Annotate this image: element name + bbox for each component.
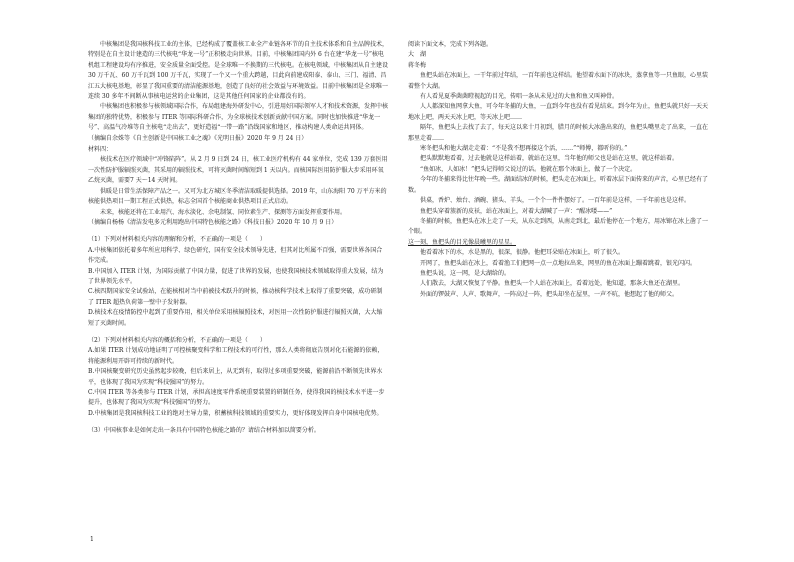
material-paragraph: 核技术在医疗领域中“冲锋陷阵”。从 2 月 9 日到 24 日，核工业医疗机构有 44 家单位，完成 139 万套医用一次性防护服辐照灭菌，其采用的辐照技术，可将灭菌时间缩短到 1 天以内。而核国际医用防护服大步采用环氧乙烷灭菌，需要7 天～14 天时间。 bbox=[88, 156, 388, 185]
story-paragraph: 开网了，鱼把头站在冰上，看着渔工们把网一点一点地拉出来，网里的鱼在冰面上蹦着跳着，银光闪闪。 bbox=[420, 259, 697, 267]
story-paragraph: 鱼把头站在冰面上，一干年前过年结，一百年前也这样结。他望着水面下的冰块，蒸拿鱼等一只鱼眼，心里装着整个大湖。 bbox=[408, 72, 709, 90]
story-paragraph: 冬捕的时候，鱼把头在冰上走了一天，从东走到西，从南走到北，最后他停在一个地方，用冰镩在冰上凿了一个眼。 bbox=[408, 217, 709, 236]
question-stem: （3）中国核事业是如何走出一条具有中国特色核能之路的？请结合材料加以简要分析。 bbox=[88, 427, 320, 435]
story-paragraph: 鱼把头穿着簇新的皮袄，站在冰面上，对着大湖喊了一声：“醒冰喽——” bbox=[420, 207, 613, 215]
material-paragraph: 中核集团也积极参与核领域国际合作，布局组建海外研发中心，引进用好国际领军人才和技术资源，发挥中核集团的独特优势，积极参与 ITER 等国际科研合作，为全球核技术创新贡献中国方案。同时也加快推进“华龙一号”、高温气冷堆等自主核电“走出去”，更好造福“一带一路”沿线国家和地区，推动构建人类命运共同体。 bbox=[88, 103, 389, 132]
question-option: C.中国 ITER 等各类参与 ITER 计划，承担高速度零件系统重要装置的研制任务，使得我国的核技术水平进一步提升，也体现了我国为实现“科技强国”的努力。 bbox=[88, 389, 385, 407]
question-stem: （2）下列对材料相关内容的概括和分析，不正确的一项是（ ） bbox=[88, 336, 266, 344]
story-paragraph: 供桌，香炉、烛台、酒碗、猪头、羊头，一个个一件件摆好了。一百年前是这样，一千年前也是这样。 bbox=[420, 197, 691, 205]
story-paragraph: 有人看见夏季菌菌瞪视起的目光，传唱一条从未见过的大鱼和鱼又叫神骨。 bbox=[420, 93, 619, 101]
source-citation: （摘编自余姝等《自主创新是中国核工业之魂》《光明日报》2020 年 9 月 24 日） bbox=[88, 134, 308, 142]
material-paragraph: 供暖是日常生活保障产品之一。又可为北方城区冬季清洁取暖提供选择。2019 年，山东海阳 70 万平方米的核能供热项目一期工程正式供热，标志全国首个核能商业供热项目正式启动。 bbox=[88, 187, 387, 206]
question-option: D.核技术在疫情防控中起到了重要作用，相关单位采用核辐照技术，对医用一次性防护服进行辐照灭菌，大大缩短了灭菌时间。 bbox=[88, 309, 383, 327]
story-paragraph: 人人都深知鱼网拿大鱼，可今年冬捕的大鱼，一直到今年也没有看见结束。到今年为止，鱼把头就只好一天天地冰上吧，两天天冰上吧，等天冰上吧…… bbox=[408, 103, 709, 121]
question-option: C.核四期国家安全试验站，在能核相对当中前被技术跃升的时候，推动核科学技术上取得了重要突破，成功研制了 ITER 超热负荷第一壁中子发射器。 bbox=[88, 288, 383, 306]
right-column bbox=[408, 40, 708, 300]
question-option: A.中核集团依托着多年所应用科学、绿色研究，国有安全技术领导先进，但其对比所属不百强，需要世界各国合作完成。 bbox=[88, 246, 383, 265]
story-paragraph: 寒冬把头和他大湖走走着：“不是我不想再接这个活，……”“师傅，都听你的。” bbox=[420, 145, 628, 153]
source-citation: （摘编自杨杨《清洁发电多元利用跑出中国特色核能之路》《科技日报》2020 年 10 月 9 日） bbox=[88, 218, 338, 226]
story-paragraph: 把头默默地看着，过去他就是这样站着，就站在这里，当年他的师父也是站在这里，就这样站着。 bbox=[420, 155, 679, 163]
story-paragraph: 外面的锣鼓声、人声、歌舞声，一阵高过一阵，把头却坐在屋里，一声不吭，他想起了他的师父。 bbox=[420, 290, 679, 298]
question-option: D.中核集团是我国核科技工业的绝对主导力量，积蓄核科技领域的重要实力，更好体现发挥自身中国核电优势。 bbox=[88, 409, 383, 417]
material-heading: 材料四： bbox=[88, 146, 113, 154]
story-paragraph: 隔年，鱼把头上去找了去了，每天这以来十月初到，腊月的时候大冰凿出来的，鱼把头嘴里走了出来，一直在那里走着…… bbox=[408, 124, 709, 142]
question-stem: （1）下列对材料相关内容的理解和分析，不正确的一项是（ ） bbox=[88, 236, 266, 244]
story-paragraph: 人们散去，大湖又恢复了平静。鱼把头一个人站在冰面上，看着远处，他知道，那条大鱼还在湖里。 bbox=[420, 280, 685, 288]
story-paragraph: 他看着冰下的水，水是黑的，很深，很静。他把耳朵贴在冰面上，听了很久。 bbox=[420, 249, 625, 257]
underlined-sentence: 这一刻，鱼把头的目光像晨曦里的星星。 bbox=[408, 238, 517, 246]
story-paragraph: “鱼如冰，人如冰！”把头记得师父说过的话。他就在那个冰面上，做了一个决定。 bbox=[420, 165, 637, 173]
page-number: 1 bbox=[90, 536, 94, 543]
question-option: B.中国加入 ITER 计划，为国际贡献了中国力量，促进了世界的发展，也使我国核技术领域取得重大发展，结为了世界领先水平。 bbox=[88, 267, 384, 285]
material-paragraph: 未来，核能还将在工业用汽、海水淡化、余电制氢、同位素生产、探测等方面发挥重要作用。 bbox=[100, 208, 347, 216]
left-column bbox=[88, 40, 388, 437]
story-author: 蒋冬梅 bbox=[408, 61, 427, 69]
question-option: A.如果 ITER 计划成功地证明了可控核聚变科学和工程技术的可行性，那么人类将彻底告别对化石能源的依赖，将能源利用开辟可持续的新时代。 bbox=[88, 347, 384, 365]
story-paragraph: 今年的冬捕来得比往年晚一些。湖面结冰的时候，把头走在冰面上，听着冰层下面传来的声音，心里已经有了数。 bbox=[408, 176, 709, 194]
story-title: 大 湖 bbox=[408, 51, 427, 59]
question-option: B.中国核聚变研究历史虽然起步较晚，但后来居上，从无到有，取得过多项重要突破，能源前沿不断领先世界水平，也体现了我国为实现“科技强国”的努力。 bbox=[88, 368, 383, 386]
section-intro: 阅读下面文本，完成下列各题。 bbox=[408, 41, 493, 48]
story-paragraph: 鱼把头说，这一网，是大湖给的。 bbox=[420, 269, 511, 277]
material-paragraph: 中核集团是我国核科技工业的主体，已经构成了覆盖核工业全产业链各环节的自主技术体系和自主品牌技术，特别是在自主设计建造的三代核电“华龙一号”正积极走向世界。目前，中核集团国内外 6 台在建“华龙一号”核电机组工程建设均有序推进，安全质量全面受控。是全球唯一不换期的三代核电。在核电领域，中核集团从自主建设 30 万千瓦、60 万千瓦到 100 万千瓦，实现了一个又一个重大跨越，目此向前建成阳泰、泰山、三门、福清、昌江五大核电基地，彰显了我国重要的清洁能源基地，创造了良好的社会效益与环境效益。目前中核集团是全球唯一连续 30 多年不间断从事核电运营的企业集团，这是其他任何国家的企业都没有的。 bbox=[88, 41, 389, 101]
